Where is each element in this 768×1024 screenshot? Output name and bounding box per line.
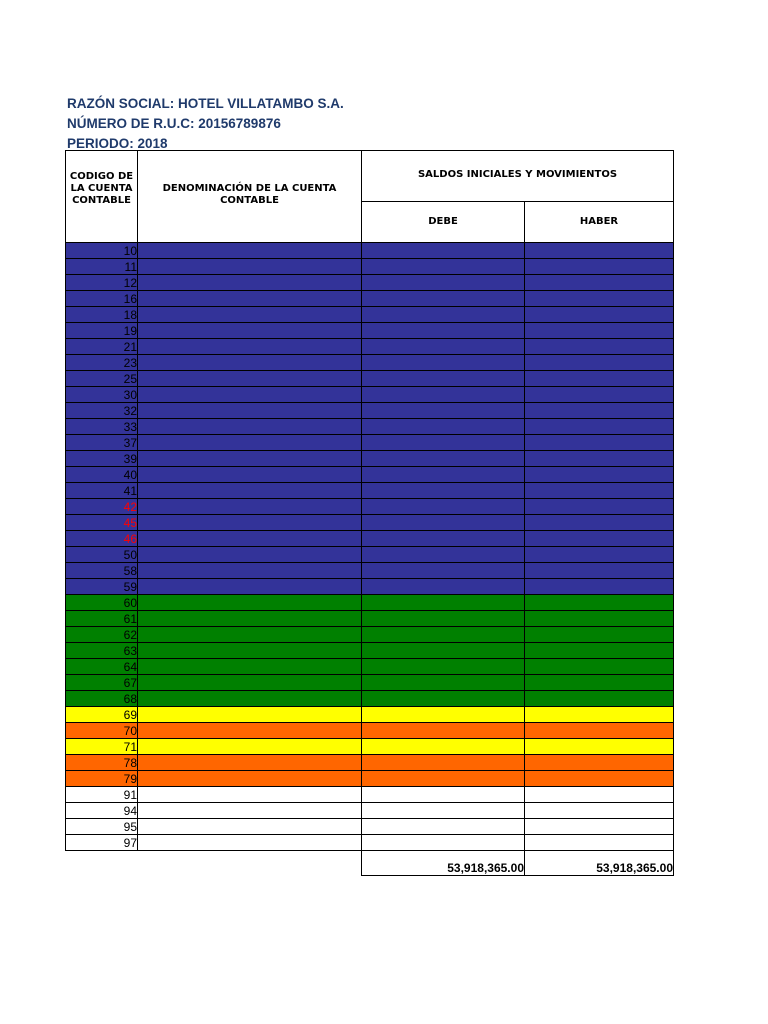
debe-cell xyxy=(362,403,525,419)
debe-cell xyxy=(362,771,525,787)
table-row xyxy=(66,627,674,643)
table-row xyxy=(66,515,674,531)
account-name-cell xyxy=(138,803,362,819)
haber-cell xyxy=(525,515,674,531)
table-row xyxy=(66,819,674,835)
account-code: 23 xyxy=(66,355,138,371)
table-row xyxy=(66,451,674,467)
account-code: 10 xyxy=(66,243,138,259)
account-code: 33 xyxy=(66,419,138,435)
debe-cell xyxy=(362,451,525,467)
debe-cell xyxy=(362,547,525,563)
table-row xyxy=(66,243,674,259)
table-row xyxy=(66,835,674,851)
table-row xyxy=(66,579,674,595)
account-code: 94 xyxy=(66,803,138,819)
table-row xyxy=(66,467,674,483)
debe-cell xyxy=(362,515,525,531)
account-name-cell xyxy=(138,579,362,595)
table-row xyxy=(66,435,674,451)
razon-social: RAZÓN SOCIAL: HOTEL VILLATAMBO S.A. xyxy=(67,96,344,111)
account-code: 50 xyxy=(66,547,138,563)
haber-cell xyxy=(525,547,674,563)
haber-cell xyxy=(525,243,674,259)
account-name-cell xyxy=(138,371,362,387)
account-code: 32 xyxy=(66,403,138,419)
account-code: 41 xyxy=(66,483,138,499)
table-row xyxy=(66,387,674,403)
haber-cell xyxy=(525,787,674,803)
account-code: 45 xyxy=(66,515,138,531)
haber-cell xyxy=(525,467,674,483)
header-haber: HABER xyxy=(525,202,674,243)
account-code: 39 xyxy=(66,451,138,467)
account-code: 25 xyxy=(66,371,138,387)
account-name-cell xyxy=(138,435,362,451)
haber-cell xyxy=(525,579,674,595)
header-debe: DEBE xyxy=(362,202,525,243)
table-row xyxy=(66,707,674,723)
totals-row xyxy=(66,851,674,876)
account-name-cell xyxy=(138,707,362,723)
table-row xyxy=(66,339,674,355)
debe-cell xyxy=(362,563,525,579)
account-name-cell xyxy=(138,259,362,275)
account-code: 69 xyxy=(66,707,138,723)
table-row xyxy=(66,371,674,387)
account-code: 12 xyxy=(66,275,138,291)
account-code: 70 xyxy=(66,723,138,739)
table-row xyxy=(66,643,674,659)
haber-cell xyxy=(525,323,674,339)
account-code: 60 xyxy=(66,595,138,611)
haber-cell xyxy=(525,403,674,419)
account-name-cell xyxy=(138,387,362,403)
total-debe: 53,918,365.00 xyxy=(362,851,525,876)
haber-cell xyxy=(525,355,674,371)
account-name-cell xyxy=(138,467,362,483)
debe-cell xyxy=(362,323,525,339)
haber-cell xyxy=(525,643,674,659)
table-row xyxy=(66,419,674,435)
table-row xyxy=(66,771,674,787)
table-row xyxy=(66,803,674,819)
debe-cell xyxy=(362,611,525,627)
account-code: 63 xyxy=(66,643,138,659)
debe-cell xyxy=(362,595,525,611)
account-name-cell xyxy=(138,595,362,611)
haber-cell xyxy=(525,451,674,467)
haber-cell xyxy=(525,563,674,579)
account-name-cell xyxy=(138,819,362,835)
debe-cell xyxy=(362,835,525,851)
haber-cell xyxy=(525,531,674,547)
account-code: 64 xyxy=(66,659,138,675)
account-name-cell xyxy=(138,339,362,355)
account-name-cell xyxy=(138,547,362,563)
account-name-cell xyxy=(138,691,362,707)
debe-cell xyxy=(362,419,525,435)
account-name-cell xyxy=(138,755,362,771)
debe-cell xyxy=(362,467,525,483)
table-row xyxy=(66,307,674,323)
table-row xyxy=(66,355,674,371)
haber-cell xyxy=(525,707,674,723)
haber-cell xyxy=(525,419,674,435)
account-name-cell xyxy=(138,643,362,659)
table-row xyxy=(66,547,674,563)
accounts-table xyxy=(65,150,674,876)
haber-cell xyxy=(525,755,674,771)
account-name-cell xyxy=(138,563,362,579)
haber-cell xyxy=(525,659,674,675)
table-row xyxy=(66,291,674,307)
table-row xyxy=(66,595,674,611)
debe-cell xyxy=(362,499,525,515)
account-name-cell xyxy=(138,483,362,499)
total-haber: 53,918,365.00 xyxy=(525,851,674,876)
account-code: 79 xyxy=(66,771,138,787)
account-name-cell xyxy=(138,659,362,675)
account-name-cell xyxy=(138,787,362,803)
account-name-cell xyxy=(138,451,362,467)
debe-cell xyxy=(362,707,525,723)
debe-cell xyxy=(362,387,525,403)
table-row xyxy=(66,611,674,627)
numero-ruc: NÚMERO DE R.U.C: 20156789876 xyxy=(67,116,281,131)
debe-cell xyxy=(362,675,525,691)
debe-cell xyxy=(362,691,525,707)
haber-cell xyxy=(525,595,674,611)
haber-cell xyxy=(525,739,674,755)
header-saldos: SALDOS INICIALES Y MOVIMIENTOS xyxy=(362,151,674,202)
header-denominacion: DENOMINACIÓN DE LA CUENTA CONTABLE xyxy=(138,151,362,243)
table-row xyxy=(66,659,674,675)
account-name-cell xyxy=(138,499,362,515)
table-row xyxy=(66,675,674,691)
debe-cell xyxy=(362,787,525,803)
debe-cell xyxy=(362,819,525,835)
account-name-cell xyxy=(138,419,362,435)
haber-cell xyxy=(525,435,674,451)
haber-cell xyxy=(525,371,674,387)
account-code: 62 xyxy=(66,627,138,643)
account-code: 68 xyxy=(66,691,138,707)
debe-cell xyxy=(362,659,525,675)
account-name-cell xyxy=(138,771,362,787)
haber-cell xyxy=(525,291,674,307)
haber-cell xyxy=(525,259,674,275)
haber-cell xyxy=(525,339,674,355)
account-code: 37 xyxy=(66,435,138,451)
debe-cell xyxy=(362,483,525,499)
account-code: 46 xyxy=(66,531,138,547)
table-row xyxy=(66,499,674,515)
account-name-cell xyxy=(138,403,362,419)
haber-cell xyxy=(525,627,674,643)
table-row xyxy=(66,403,674,419)
account-name-cell xyxy=(138,723,362,739)
table-row xyxy=(66,563,674,579)
account-code: 97 xyxy=(66,835,138,851)
account-code: 42 xyxy=(66,499,138,515)
table-row xyxy=(66,723,674,739)
debe-cell xyxy=(362,243,525,259)
debe-cell xyxy=(362,723,525,739)
table-body xyxy=(66,243,674,851)
debe-cell xyxy=(362,291,525,307)
account-code: 19 xyxy=(66,323,138,339)
account-code: 18 xyxy=(66,307,138,323)
account-code: 67 xyxy=(66,675,138,691)
header-codigo: CODIGO DE LA CUENTA CONTABLE xyxy=(66,151,138,243)
document-header xyxy=(67,94,344,154)
table-row xyxy=(66,755,674,771)
haber-cell xyxy=(525,275,674,291)
account-name-cell xyxy=(138,355,362,371)
table-row xyxy=(66,259,674,275)
debe-cell xyxy=(362,579,525,595)
account-code: 61 xyxy=(66,611,138,627)
haber-cell xyxy=(525,387,674,403)
debe-cell xyxy=(362,531,525,547)
account-code: 58 xyxy=(66,563,138,579)
debe-cell xyxy=(362,739,525,755)
table-row xyxy=(66,483,674,499)
account-code: 95 xyxy=(66,819,138,835)
account-name-cell xyxy=(138,323,362,339)
table-row xyxy=(66,275,674,291)
account-name-cell xyxy=(138,291,362,307)
debe-cell xyxy=(362,259,525,275)
table-row xyxy=(66,323,674,339)
account-name-cell xyxy=(138,307,362,323)
account-name-cell xyxy=(138,835,362,851)
account-name-cell xyxy=(138,275,362,291)
haber-cell xyxy=(525,499,674,515)
haber-cell xyxy=(525,483,674,499)
account-name-cell xyxy=(138,531,362,547)
debe-cell xyxy=(362,275,525,291)
account-name-cell xyxy=(138,243,362,259)
account-code: 91 xyxy=(66,787,138,803)
haber-cell xyxy=(525,611,674,627)
haber-cell xyxy=(525,307,674,323)
account-code: 71 xyxy=(66,739,138,755)
debe-cell xyxy=(362,643,525,659)
table-row xyxy=(66,739,674,755)
account-code: 11 xyxy=(66,259,138,275)
haber-cell xyxy=(525,771,674,787)
table-row xyxy=(66,531,674,547)
account-code: 21 xyxy=(66,339,138,355)
haber-cell xyxy=(525,723,674,739)
account-code: 30 xyxy=(66,387,138,403)
account-name-cell xyxy=(138,611,362,627)
debe-cell xyxy=(362,755,525,771)
debe-cell xyxy=(362,435,525,451)
table-row xyxy=(66,787,674,803)
debe-cell xyxy=(362,371,525,387)
table-row xyxy=(66,691,674,707)
account-code: 40 xyxy=(66,467,138,483)
debe-cell xyxy=(362,627,525,643)
account-name-cell xyxy=(138,627,362,643)
debe-cell xyxy=(362,307,525,323)
debe-cell xyxy=(362,339,525,355)
debe-cell xyxy=(362,803,525,819)
account-name-cell xyxy=(138,739,362,755)
account-name-cell xyxy=(138,515,362,531)
account-code: 78 xyxy=(66,755,138,771)
account-code: 16 xyxy=(66,291,138,307)
haber-cell xyxy=(525,691,674,707)
account-name-cell xyxy=(138,675,362,691)
debe-cell xyxy=(362,355,525,371)
haber-cell xyxy=(525,803,674,819)
haber-cell xyxy=(525,819,674,835)
haber-cell xyxy=(525,835,674,851)
periodo: PERIODO: 2018 xyxy=(67,136,168,151)
account-code: 59 xyxy=(66,579,138,595)
haber-cell xyxy=(525,675,674,691)
